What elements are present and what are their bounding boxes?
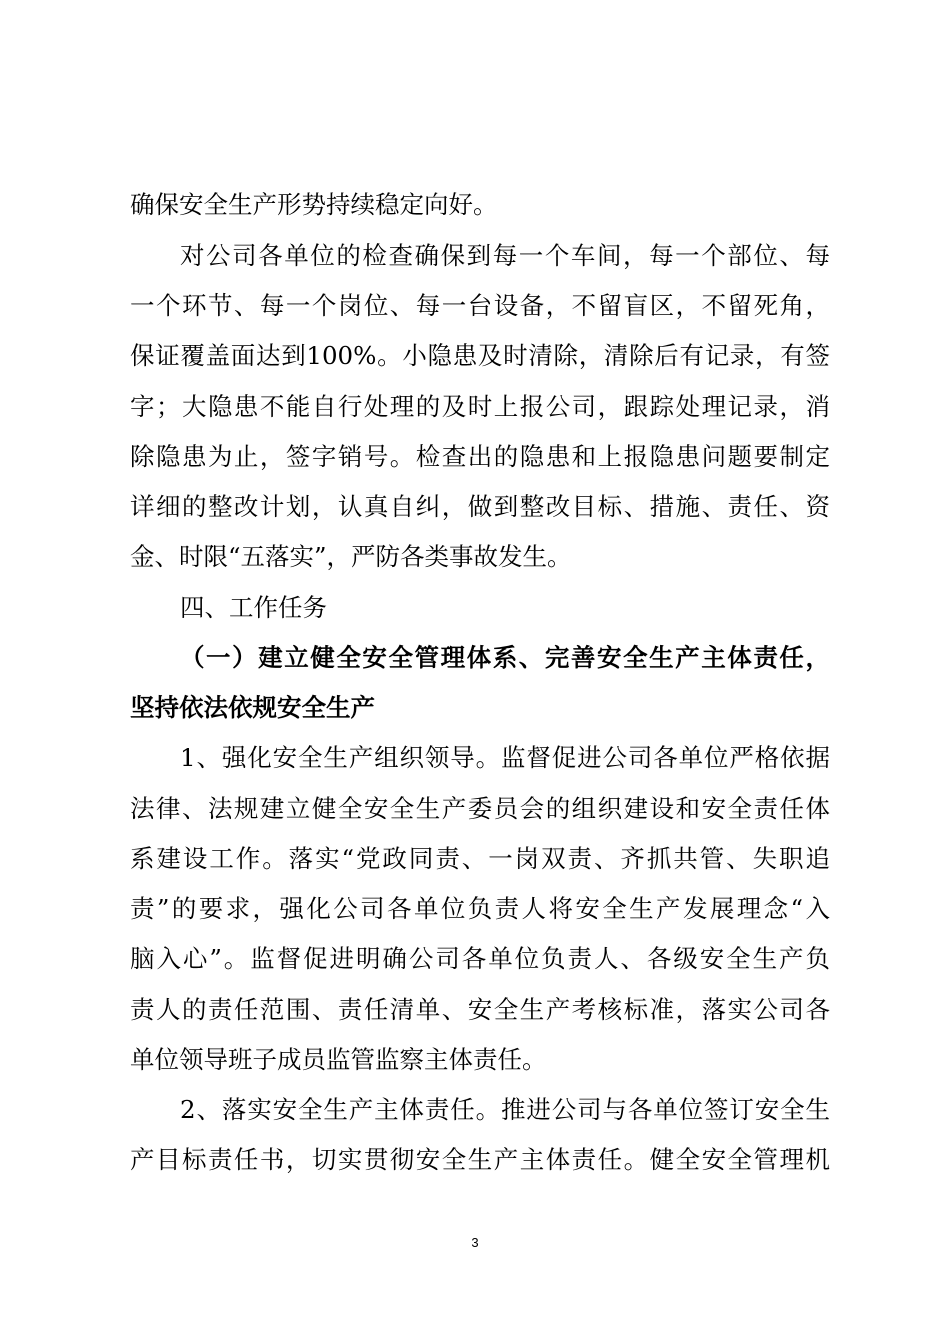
- subsection-heading: 坚持依法依规安全生产: [130, 693, 375, 722]
- paragraph-line: 确保安全生产形势持续稳定向好。: [130, 190, 498, 219]
- paragraph-line: 字；大隐患不能自行处理的及时上报公司，跟踪处理记录，消: [130, 392, 830, 421]
- paragraph-line: 法律、法规建立健全安全生产委员会的组织建设和安全责任体: [130, 794, 830, 823]
- paragraph-line: 脑入心”。监督促进明确公司各单位负责人、各级安全生产负: [130, 944, 830, 973]
- paragraph-line: 对公司各单位的检查确保到每一个车间，每一个部位、每: [180, 241, 830, 270]
- section-heading: 四、工作任务: [180, 593, 327, 622]
- paragraph-line: 系建设工作。落实“党政同责、一岗双责、齐抓共管、失职追: [130, 844, 830, 873]
- paragraph-line: 金、时限“五落实”，严防各类事故发生。: [130, 542, 572, 571]
- subsection-heading: （一）建立健全安全管理体系、完善安全生产主体责任，: [180, 643, 830, 672]
- page-number: 3: [471, 1235, 479, 1250]
- paragraph-line: 除隐患为止，签字销号。检查出的隐患和上报隐患问题要制定: [130, 442, 830, 471]
- paragraph-line: 详细的整改计划，认真自纠，做到整改目标、措施、责任、资: [130, 492, 830, 521]
- paragraph-line: 责”的要求，强化公司各单位负责人将安全生产发展理念“入: [130, 894, 830, 923]
- paragraph-line: 责人的责任范围、责任清单、安全生产考核标准，落实公司各: [130, 995, 830, 1024]
- paragraph-line: 1、强化安全生产组织领导。监督促进公司各单位严格依据: [180, 743, 830, 772]
- paragraph-line: 一个环节、每一个岗位、每一台设备，不留盲区，不留死角，: [130, 291, 830, 320]
- paragraph-line: 产目标责任书，切实贯彻安全生产主体责任。健全安全管理机: [130, 1145, 830, 1174]
- paragraph-line: 单位领导班子成员监管监察主体责任。: [130, 1045, 547, 1074]
- paragraph-line: 保证覆盖面达到100%。小隐患及时清除，清除后有记录，有签: [130, 341, 830, 370]
- paragraph-line: 2、落实安全生产主体责任。推进公司与各单位签订安全生: [180, 1095, 830, 1124]
